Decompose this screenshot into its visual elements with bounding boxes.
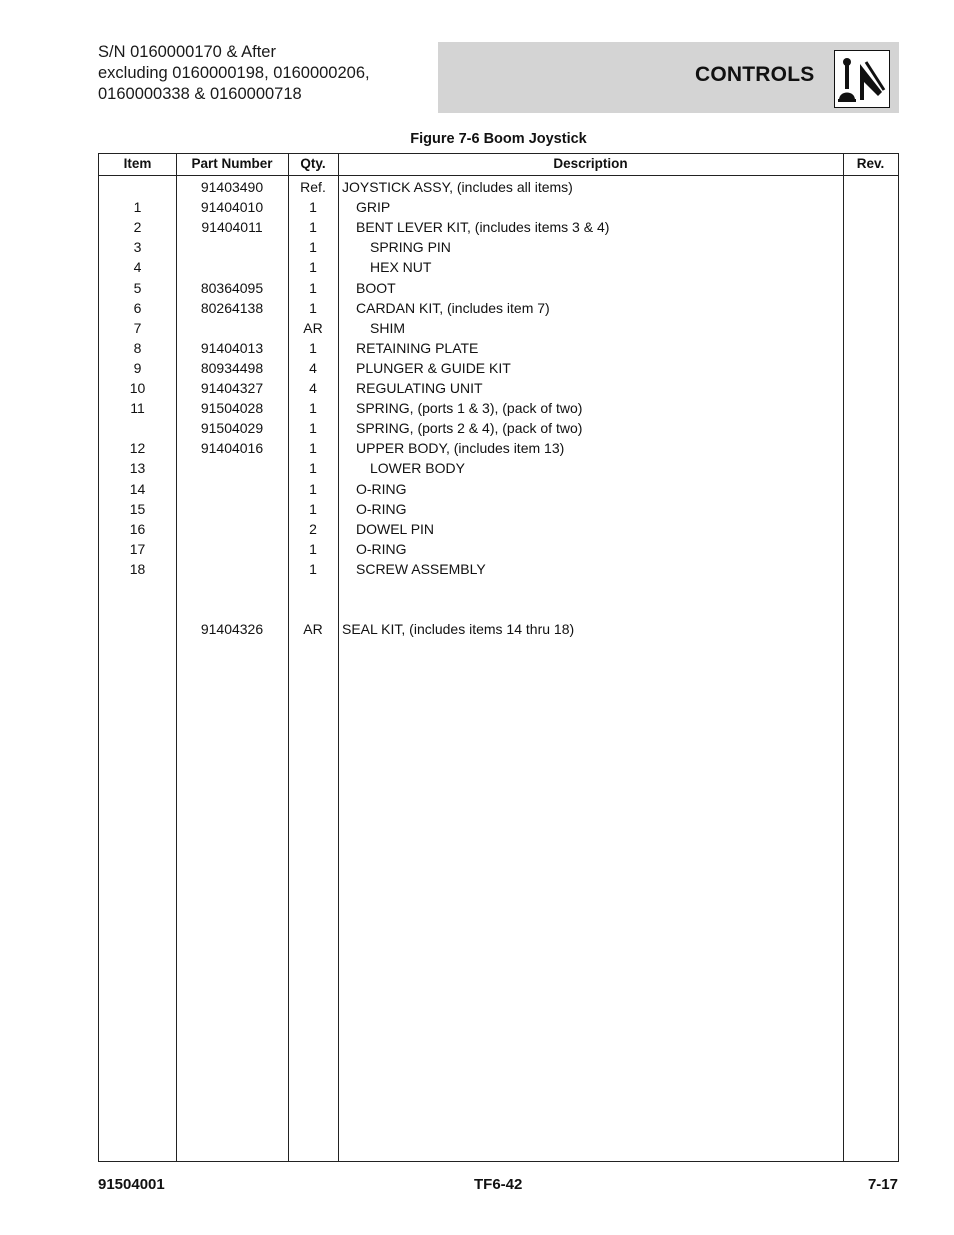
part-number-cell <box>176 458 288 478</box>
part-number-cell <box>176 559 288 579</box>
table-row <box>99 358 898 378</box>
item-cell: 13 <box>129 460 146 477</box>
table-row <box>99 217 898 237</box>
part-number-cell <box>176 257 288 277</box>
table-row <box>99 257 898 277</box>
table-row <box>99 579 898 599</box>
qty-cell: AR <box>303 319 323 336</box>
part-number-cell <box>176 479 288 499</box>
section-banner <box>438 42 899 113</box>
qty-cell: 1 <box>309 420 317 437</box>
item-cell <box>99 619 176 639</box>
part-number-cell: 91404327 <box>200 380 264 396</box>
item-cell: 6 <box>133 299 142 316</box>
item-cell: 11 <box>130 400 145 417</box>
qty-cell: 1 <box>309 219 317 236</box>
item-cell <box>99 579 176 599</box>
item-cell: 2 <box>133 219 142 236</box>
table-row <box>99 177 898 197</box>
qty-cell: 2 <box>309 520 317 537</box>
description-cell: CARDAN KIT, (includes item 7) <box>356 299 550 316</box>
qty-cell <box>288 599 338 619</box>
item-cell: 12 <box>129 440 146 457</box>
serial-line: S/N 0160000170 & After <box>98 43 276 61</box>
parts-table <box>98 153 899 1162</box>
part-number-cell: 80364095 <box>200 279 264 296</box>
table-row <box>99 278 898 298</box>
qty-cell: 1 <box>309 540 317 557</box>
qty-cell: 4 <box>309 380 317 396</box>
description-cell: LOWER BODY <box>370 460 465 477</box>
header-part-number: Part Number <box>191 156 273 171</box>
table-row <box>99 619 898 639</box>
description-cell: PLUNGER & GUIDE KIT <box>356 359 511 376</box>
part-number-cell: 91404326 <box>200 621 264 638</box>
description-cell: SCREW ASSEMBLY <box>356 560 486 577</box>
table-row <box>99 479 898 499</box>
table-row <box>99 418 898 438</box>
part-number-cell: 91404010 <box>200 199 264 216</box>
table-row <box>99 599 898 619</box>
qty-cell: AR <box>303 621 323 638</box>
figure-title: Figure 7-6 Boom Joystick <box>410 131 587 147</box>
table-row <box>99 438 898 458</box>
item-cell: 5 <box>133 279 142 296</box>
part-number-cell: 91504028 <box>200 400 264 417</box>
qty-cell: 1 <box>309 199 317 216</box>
qty-cell: 1 <box>309 500 317 517</box>
part-number-cell <box>176 237 288 257</box>
table-header <box>99 154 898 176</box>
description-cell: O-RING <box>356 480 407 497</box>
item-cell: 4 <box>133 259 142 276</box>
part-number-cell: 91403490 <box>200 179 264 195</box>
serial-line: 0160000338 & 0160000718 <box>98 85 302 103</box>
footer-model: TF6-42 <box>474 1176 523 1193</box>
table-row <box>99 539 898 559</box>
qty-cell <box>288 579 338 599</box>
item-cell: 8 <box>133 339 142 356</box>
qty-cell: 1 <box>309 279 317 296</box>
item-cell: 16 <box>129 520 146 537</box>
description-cell <box>338 599 847 619</box>
description-cell: JOYSTICK ASSY, (includes all items) <box>342 179 573 195</box>
serial-number-block <box>98 42 418 105</box>
part-number-cell <box>176 499 288 519</box>
description-cell: O-RING <box>356 540 407 557</box>
description-cell: SPRING, (ports 1 & 3), (pack of two) <box>356 400 583 417</box>
table-row <box>99 519 898 539</box>
qty-cell: 1 <box>309 560 317 577</box>
item-cell: 18 <box>129 560 146 577</box>
description-cell: REGULATING UNIT <box>356 380 483 396</box>
part-number-cell: 91404011 <box>201 219 263 236</box>
item-cell: 1 <box>133 199 142 216</box>
qty-cell: 1 <box>309 400 317 417</box>
description-cell: SEAL KIT, (includes items 14 thru 18) <box>342 621 575 638</box>
part-number-cell: 80264138 <box>200 299 264 316</box>
table-row <box>99 398 898 418</box>
description-cell: BOOT <box>356 279 396 296</box>
description-cell: O-RING <box>356 500 407 517</box>
description-cell: RETAINING PLATE <box>356 339 479 356</box>
description-cell: SPRING PIN <box>370 239 451 256</box>
table-row <box>99 559 898 579</box>
table-row <box>99 378 898 398</box>
table-row <box>99 298 898 318</box>
item-cell <box>99 177 176 197</box>
description-cell: GRIP <box>356 199 391 216</box>
part-number-cell: 80934498 <box>200 359 264 376</box>
item-cell <box>99 418 176 438</box>
item-cell <box>99 599 176 619</box>
qty-cell: 1 <box>309 480 317 497</box>
table-row <box>99 338 898 358</box>
table-row <box>99 237 898 257</box>
part-number-cell <box>176 539 288 559</box>
joystick-icon <box>834 50 890 108</box>
section-title: CONTROLS <box>695 63 815 86</box>
table-row <box>99 499 898 519</box>
qty-cell: 1 <box>309 239 317 256</box>
item-cell: 9 <box>133 359 142 376</box>
item-cell: 3 <box>133 239 142 256</box>
part-number-cell <box>176 519 288 539</box>
item-cell: 10 <box>129 380 146 396</box>
item-cell: 7 <box>133 319 142 336</box>
part-number-cell <box>176 579 288 599</box>
part-number-cell: 91504029 <box>200 420 264 437</box>
item-cell: 14 <box>129 480 146 497</box>
part-number-cell <box>176 599 288 619</box>
header-item: Item <box>123 156 152 171</box>
table-row <box>99 458 898 478</box>
description-cell: HEX NUT <box>370 259 432 276</box>
table-row <box>99 318 898 338</box>
qty-cell: 1 <box>309 299 317 316</box>
qty-cell: 1 <box>309 339 317 356</box>
footer-page-number: 7-17 <box>867 1176 898 1193</box>
description-cell: SPRING, (ports 2 & 4), (pack of two) <box>356 420 583 437</box>
description-cell <box>338 579 847 599</box>
qty-cell: 1 <box>309 440 317 457</box>
qty-cell: 4 <box>309 359 317 376</box>
description-cell: SHIM <box>370 319 405 336</box>
header-qty: Qty. <box>300 156 326 171</box>
qty-cell: 1 <box>309 460 317 477</box>
description-cell: DOWEL PIN <box>356 520 435 537</box>
item-cell: 15 <box>129 500 146 517</box>
description-cell: BENT LEVER KIT, (includes items 3 & 4) <box>356 219 610 236</box>
part-number-cell: 91404016 <box>200 440 264 457</box>
qty-cell: Ref. <box>300 179 326 195</box>
header-description: Description <box>553 156 628 171</box>
part-number-cell <box>176 318 288 338</box>
qty-cell: 1 <box>309 259 317 276</box>
table-row <box>99 197 898 217</box>
header-rev: Rev. <box>856 156 885 171</box>
footer-doc-number: 91504001 <box>98 1176 165 1193</box>
part-number-cell: 91404013 <box>200 339 264 356</box>
description-cell: UPPER BODY, (includes item 13) <box>356 440 565 457</box>
serial-line: excluding 0160000198, 0160000206, <box>98 64 370 82</box>
item-cell: 17 <box>129 540 146 557</box>
